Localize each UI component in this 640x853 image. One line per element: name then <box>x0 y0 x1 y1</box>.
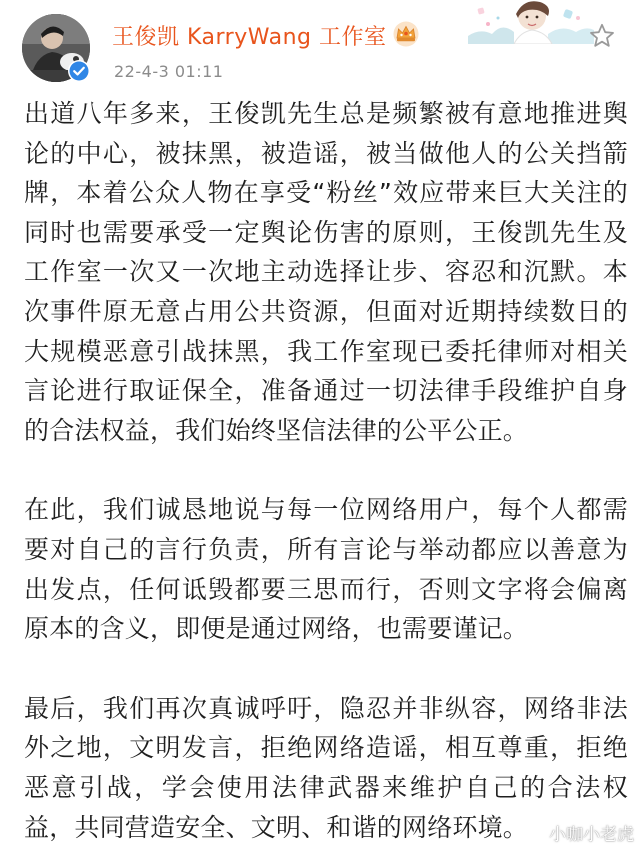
post-paragraph: 出道八年多来，王俊凯先生总是频繁被有意地推进舆论的中心，被抹黑，被造谣，被当做他人的公关挡箭牌，本着公众人物在享受“粉丝”效应带来巨大关注的同时也需要承受一定舆论伤害的原则，王俊凯先生及工作室一次又一次地主动选择让步、容忍和沉默。本次事件原无意占用公共资源，但面对近期持续数日的大规模恶意引战抹黑，我工作室现已委托律师对相关言论进行取证保全，准备通过一切法律手段维护自身的合法权益，我们始终坚信法律的公平公正。 <box>24 99 628 445</box>
post-paragraph: 在此，我们诚恳地说与每一位网络用户，每个人都需要对自己的言行负责，所有言论与举动都应以善意为出发点，任何诋毁都要三思而行，否则文字将会偏离原本的含义，即便是通过网络，也需要谨记。 <box>24 495 628 644</box>
decoration-banner-art <box>468 0 594 44</box>
watermark: 小咖小老虎 <box>549 825 634 845</box>
author-name[interactable]: 王俊凯 KarryWang 工作室 <box>112 25 387 50</box>
post-header <box>0 0 640 96</box>
post-time: 22-4-3 01:11 <box>114 62 224 81</box>
decoration-banner <box>468 0 594 44</box>
verified-badge-icon <box>69 61 89 81</box>
star-icon[interactable] <box>588 22 616 50</box>
crown-icon[interactable] <box>392 21 420 47</box>
verified-badge <box>68 60 90 82</box>
post-content <box>24 94 628 847</box>
post-paragraph: 最后，我们再次真诚呼吁，隐忍并非纵容，网络非法外之地，文明发言，拒绝网络造谣，相互尊重，拒绝恶意引战，学会使用法律武器来维护自己的合法权益，共同营造安全、文明、和谐的网络环境。 <box>24 693 628 842</box>
